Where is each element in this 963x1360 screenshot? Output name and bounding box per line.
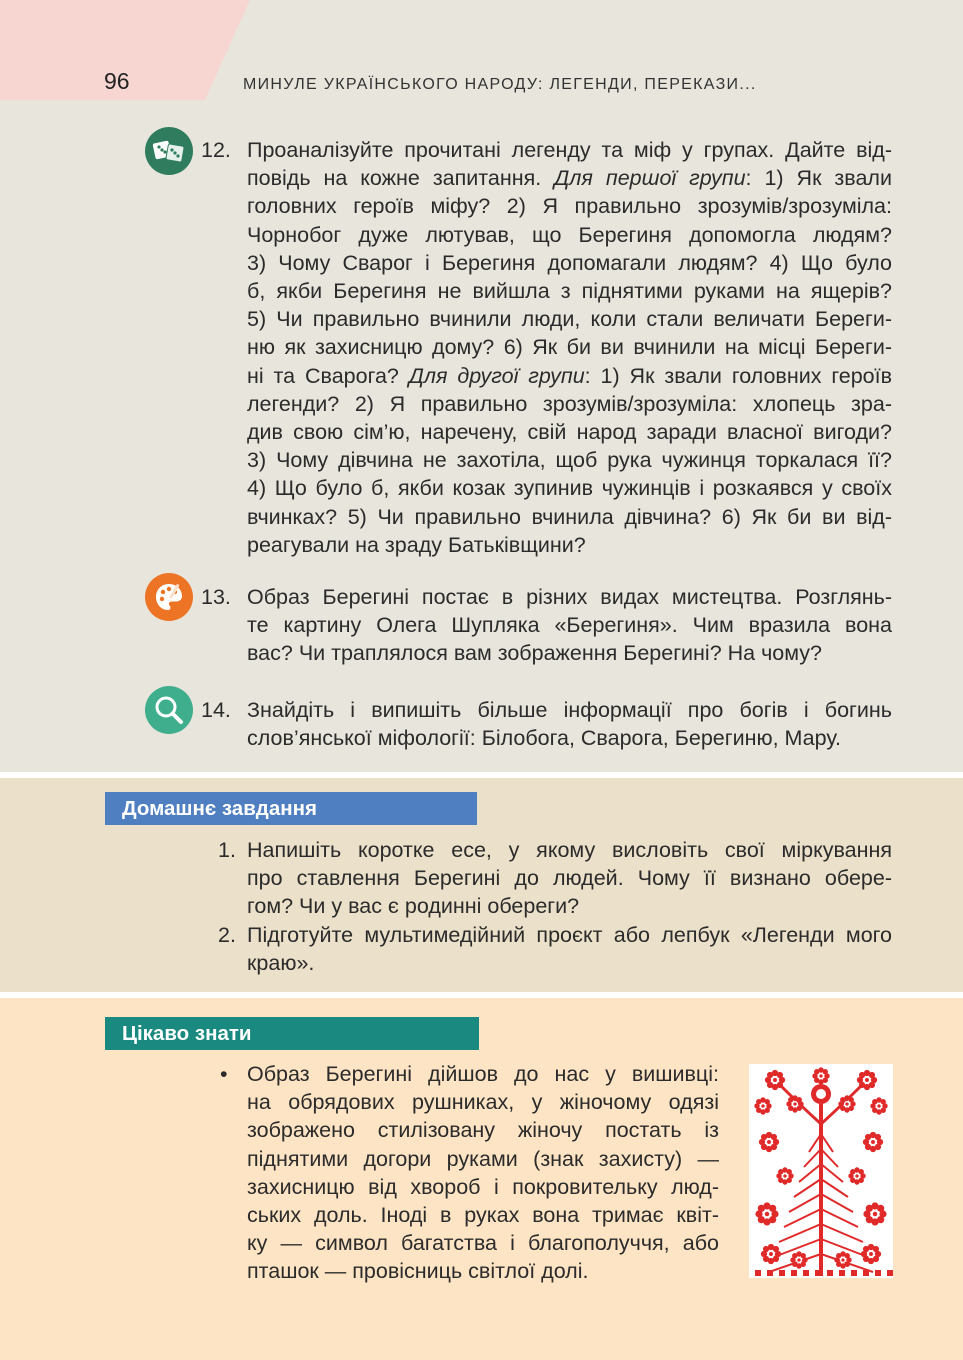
task-text (247, 136, 892, 559)
text-line: 3) Чому Сварог і Берегиня допомагали людям? 4) Що було (247, 250, 892, 275)
text-line: піднятими догори руками (знак захисту) — (247, 1146, 719, 1171)
text-line: Чорнобог дуже лютував, що Берегиня допомогла людям? (247, 222, 892, 247)
text-line: 4) Що було б, якби козак зупинив чужинців і розкаявся у своїх (247, 476, 892, 501)
text-line: б, якби Берегиня не вийшла з піднятими руками на ящерів? (247, 279, 892, 304)
running-header: МИНУЛЕ УКРАЇНСЬКОГО НАРОДУ: ЛЕГЕНДИ, ПЕРЕКАЗИ... (243, 76, 757, 93)
text-line: реагували на зраду Батьківщини? (247, 532, 586, 557)
text-line: повідь на кожне запитання. Для першої групи: 1) Як звали (247, 166, 892, 191)
text-line: вас? Чи траплялося вам зображення Берегині? На чому? (247, 641, 822, 666)
berehynia-embroidery-icon (749, 1064, 893, 1278)
text-line: гом? Чи у вас є родинні обереги? (247, 894, 580, 919)
magnifier-icon (145, 686, 193, 734)
page-number: 96 (104, 68, 130, 94)
text-line: ських доль. Іноді в руках вона тримає квіт- (247, 1203, 719, 1228)
text-line: зображено стилізовану жіночу постать із (247, 1118, 719, 1143)
task-text (247, 583, 892, 668)
text-line: Знайдіть і випишіть більше інформації про богів і богинь (247, 698, 892, 722)
text-line: Проаналізуйте прочитані легенду та міф у групах. Дайте від- (247, 138, 892, 162)
text-line: Образ Берегині постає в різних видах мистецтва. Розглянь- (247, 585, 892, 609)
palette-icon (145, 573, 193, 621)
text-line: ні та Сварога? Для другої групи: 1) Як звали головних героїв (247, 363, 893, 388)
text-line: захисницю від хвороб і покровительку люд- (247, 1174, 719, 1199)
text-line: про ставлення Берегині до людей. Чому її визнано обере- (247, 866, 892, 891)
bullet: • (220, 1062, 228, 1086)
text-line: слов’янської міфології: Білобога, Сварога, Берегиню, Мару. (247, 726, 841, 751)
homework-item-number: 2. (218, 923, 236, 947)
dice-icon (145, 127, 193, 175)
text-line: головних героїв міфу? 2) Я правильно зрозумів/зрозуміла: (247, 194, 892, 219)
text-line: ню як захисницю дому? 6) Як би ви вчинили на місці Береги- (247, 335, 892, 360)
homework-label: Домашнє завдання (105, 792, 477, 825)
text-line: ку — символ багатства і благополуччя, або (247, 1231, 719, 1256)
text-line: Образ Берегині дійшов до нас у вишивці: (247, 1062, 719, 1086)
italic-group-label: Для другої групи (408, 363, 585, 388)
homework-item-text (247, 836, 892, 921)
text-line: Підготуйте мультимедійний проєкт або лепбук «Легенди мого (247, 923, 892, 947)
homework-item-text (247, 921, 892, 977)
task-text (247, 696, 892, 752)
text-line: див свою сім’ю, наречену, свій народ заради власної вигоди? (247, 420, 892, 445)
text-line: 5) Чи правильно вчинили люди, коли стали величати Береги- (247, 307, 892, 332)
text-line: 3) Чому дівчина не захотіла, щоб рука чужинця торкалася її? (247, 448, 892, 473)
task-number: 13. (201, 585, 231, 609)
italic-group-label: Для першої групи (554, 166, 746, 191)
text-line: вчинках? 5) Чи правильно вчинила дівчина? 6) Як би ви від- (247, 504, 892, 529)
text-line: те картину Олега Шупляка «Берегиня». Чим вразила вона (247, 613, 892, 638)
text-line: легенди? 2) Я правильно зрозумів/зрозуміла: хлопець зра- (247, 391, 892, 416)
text-line: Напишіть коротке есе, у якому висловіть свої міркування (247, 838, 892, 862)
task-number: 14. (201, 698, 231, 722)
text-line: краю». (247, 951, 315, 976)
homework-item-number: 1. (218, 838, 236, 862)
interesting-text (247, 1060, 719, 1286)
interesting-label: Цікаво знати (105, 1017, 479, 1050)
task-number: 12. (201, 138, 231, 162)
text-line: пташок — провісниць світлої долі. (247, 1259, 589, 1284)
text-line: на обрядових рушниках, у жіночому одязі (247, 1090, 719, 1115)
